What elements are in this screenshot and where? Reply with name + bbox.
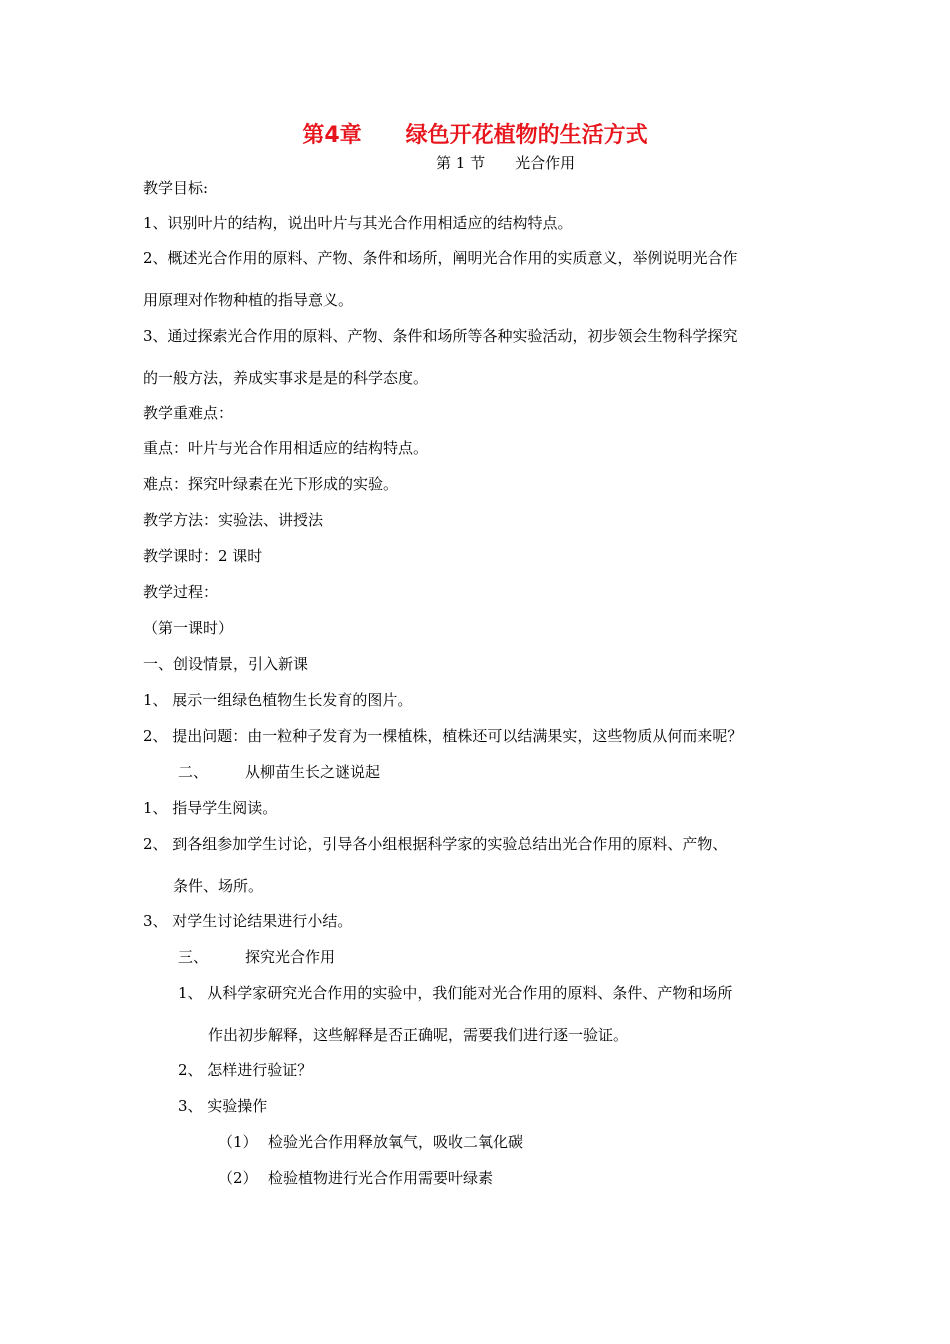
section-2-item-1: 1、 指导学生阅读。 xyxy=(143,799,278,817)
lesson-one-label: （第一课时） xyxy=(143,619,234,637)
section-3-title: 探究光合作用 xyxy=(245,948,336,966)
teaching-method: 教学方法：实验法、讲授法 xyxy=(143,511,324,529)
experiment-1-number: （1） xyxy=(218,1133,258,1151)
section-3-item-3: 3、 实验操作 xyxy=(178,1097,268,1115)
section-2-title: 从柳苗生长之谜说起 xyxy=(245,763,381,781)
key-points-heading: 教学重难点： xyxy=(143,404,234,422)
section-1-item-2: 2、 提出问题：由一粒种子发育为一棵植株，植株还可以结满果实，这些物质从何而来呢？ xyxy=(143,727,743,745)
objective-2-line-2: 用原理对作物种植的指导意义。 xyxy=(143,291,354,309)
section-2-number: 二、 xyxy=(178,763,209,781)
section-3-item-1-line-2: 作出初步解释，这些解释是否正确呢，需要我们进行逐一验证。 xyxy=(208,1026,629,1044)
difficult-point: 难点：探究叶绿素在光下形成的实验。 xyxy=(143,475,399,493)
section-2-item-2-line-2: 条件、场所。 xyxy=(173,877,264,895)
teaching-process-heading: 教学过程： xyxy=(143,583,219,601)
section-3-number: 三、 xyxy=(178,948,209,966)
section-2-item-2-line-1: 2、 到各组参加学生讨论，引导各小组根据科学家的实验总结出光合作用的原料、产物、 xyxy=(143,835,728,853)
objective-2-line-1: 2、概述光合作用的原料、产物、条件和场所，阐明光合作用的实质意义，举例说明光合作 xyxy=(143,249,738,267)
experiment-1: 检验光合作用释放氧气，吸收二氧化碳 xyxy=(268,1133,524,1151)
section-1-item-1: 1、 展示一组绿色植物生长发育的图片。 xyxy=(143,691,413,709)
section-3-item-1-line-1: 1、 从科学家研究光合作用的实验中，我们能对光合作用的原料、条件、产物和场所 xyxy=(178,984,733,1002)
experiment-2-number: （2） xyxy=(218,1169,258,1187)
objective-3-line-2: 的一般方法，养成实事求是是的科学态度。 xyxy=(143,369,429,387)
section-3-item-2: 2、 怎样进行验证？ xyxy=(178,1061,313,1079)
experiment-2: 检验植物进行光合作用需要叶绿素 xyxy=(268,1169,494,1187)
chapter-title: 第4章 绿色开花植物的生活方式 xyxy=(302,123,648,148)
key-point: 重点：叶片与光合作用相适应的结构特点。 xyxy=(143,439,429,457)
objectives-heading: 教学目标: xyxy=(143,179,209,197)
teaching-hours: 教学课时：2 课时 xyxy=(143,547,263,565)
section-2-item-3: 3、 对学生讨论结果进行小结。 xyxy=(143,912,353,930)
objective-1: 1、识别叶片的结构，说出叶片与其光合作用相适应的结构特点。 xyxy=(143,214,573,232)
section-1-title: 一、创设情景，引入新课 xyxy=(143,655,309,673)
objective-3-line-1: 3、通过探索光合作用的原料、产物、条件和场所等各种实验活动，初步领会生物科学探究 xyxy=(143,327,738,345)
section-title: 第 1 节 光合作用 xyxy=(436,154,576,172)
